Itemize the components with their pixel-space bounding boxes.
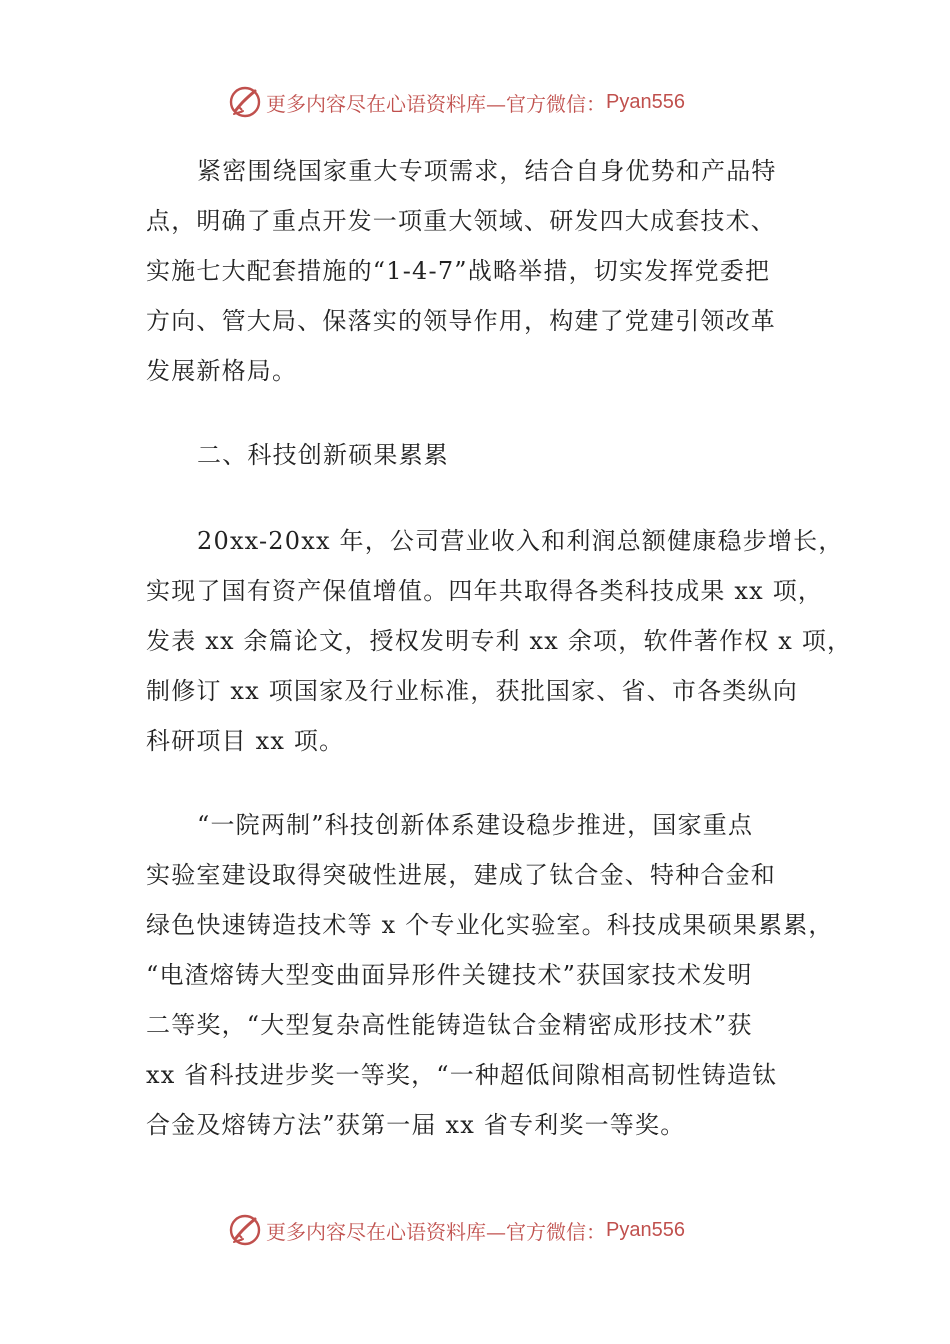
paragraph-line: “一院两制”科技创新体系建设稳步推进，国家重点	[197, 811, 754, 839]
paragraph-results	[146, 516, 853, 766]
watermark-text: 更多内容尽在心语资料库—官方微信：	[266, 91, 606, 116]
paragraph-line: 科研项目 xx 项。	[146, 727, 345, 755]
paragraph-line: 实验室建设取得突破性进展，建成了钛合金、特种合金和	[146, 861, 776, 889]
paragraph-innovation	[146, 800, 834, 1150]
paragraph-line: 方向、管大局、保落实的领导作用，构建了党建引领改革	[146, 307, 776, 335]
paragraph-line: 发展新格局。	[146, 357, 298, 385]
paragraph-line: 二等奖，“大型复杂高性能铸造钛合金精密成形技术”获	[146, 1011, 753, 1039]
watermark-wechat-id: Pyan556	[606, 1218, 685, 1241]
section-heading: 二、科技创新硕果累累	[197, 441, 449, 469]
paragraph-line: 合金及熔铸方法”获第一届 xx 省专利奖一等奖。	[146, 1111, 686, 1139]
paragraph-line: 实现了国有资产保值增值。四年共取得各类科技成果 xx 项，	[146, 577, 824, 605]
paragraph-line: 实施七大配套措施的“1-4-7”战略举措，切实发挥党委把	[146, 257, 771, 285]
paragraph-line: xx 省科技进步奖一等奖，“一种超低间隙相高韧性铸造钛	[146, 1061, 778, 1089]
paragraph-line: 紧密围绕国家重大专项需求，结合自身优势和产品特	[197, 157, 777, 185]
paragraph-line: 20xx-20xx 年，公司营业收入和利润总额健康稳步增长，	[197, 527, 844, 555]
watermark-text: 更多内容尽在心语资料库—官方微信：	[266, 1219, 606, 1244]
pen-seal-icon	[228, 1213, 262, 1247]
watermark-banner-top	[228, 84, 685, 120]
pen-seal-icon	[228, 85, 262, 119]
paragraph-line: 点，明确了重点开发一项重大领域、研发四大成套技术、	[146, 207, 776, 235]
paragraph-line: 制修订 xx 项国家及行业标准，获批国家、省、市各类纵向	[146, 677, 798, 705]
watermark-wechat-id: Pyan556	[606, 90, 685, 113]
paragraph-line: 绿色快速铸造技术等 x 个专业化实验室。科技成果硕果累累，	[146, 911, 834, 939]
paragraph-strategy	[146, 146, 826, 396]
watermark-banner-bottom	[228, 1212, 685, 1248]
paragraph-line: “电渣熔铸大型变曲面异形件关键技术”获国家技术发明	[146, 961, 753, 989]
paragraph-line: 发表 xx 余篇论文，授权发明专利 xx 余项，软件著作权 x 项，	[146, 627, 853, 655]
